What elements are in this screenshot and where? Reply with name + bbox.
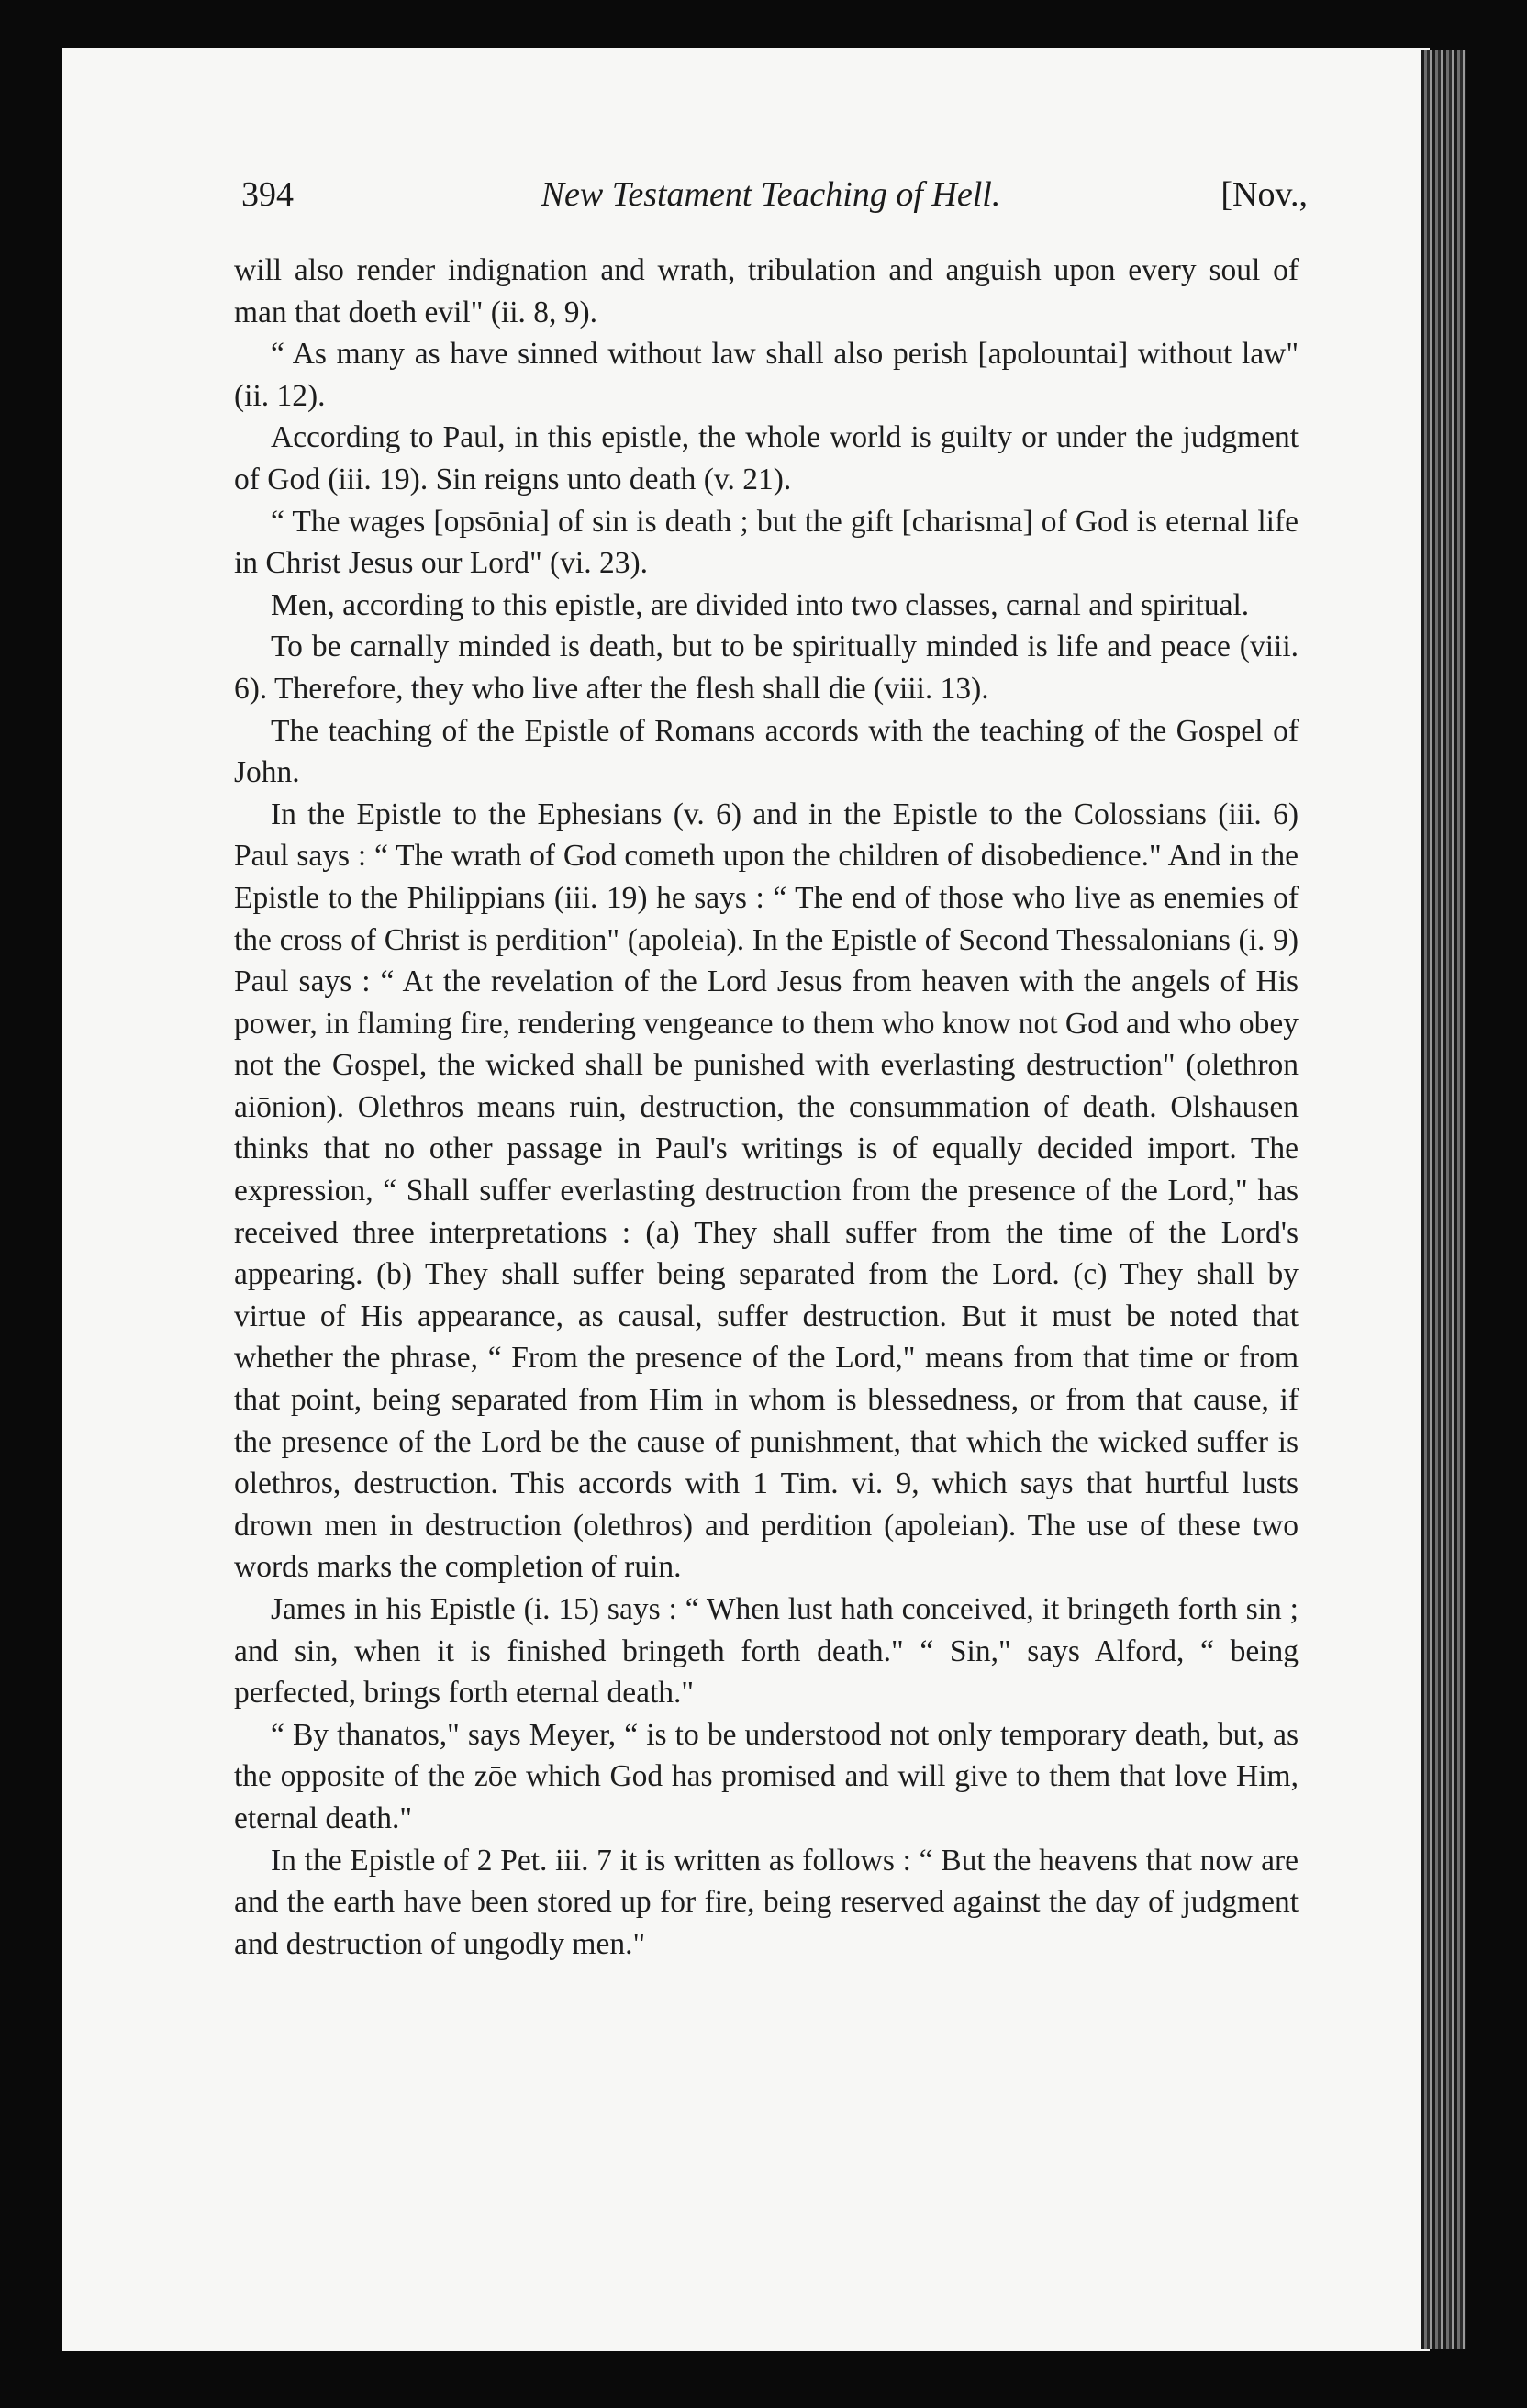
page-number: 394	[241, 175, 294, 214]
paragraph: According to Paul, in this epistle, the whole world is guilty or under the judgment of God (iii. 19). Sin reigns unto death (v. 21).	[234, 420, 1299, 496]
paragraph: In the Epistle of 2 Pet. iii. 7 it is written as follows : “ But the heavens that now are and the earth have been stored up for fire, being reserved against the day of judgment and destruction of ungodly men."	[234, 1843, 1299, 1961]
paragraph: James in his Epistle (i. 15) says : “ When lust hath conceived, it bringeth forth sin ; and sin, when it is finished bringeth forth death." “ Sin," says Alford, “ being perfected, brings forth eternal death."	[234, 1592, 1299, 1711]
paragraph: “ As many as have sinned without law shall also perish [apolountai] without law" (ii. 12).	[234, 337, 1299, 413]
paragraph: “ The wages [opsōnia] of sin is death ; but the gift [charisma] of God is eternal life in Christ Jesus our Lord" (vi. 23).	[234, 504, 1299, 581]
running-header	[234, 174, 1308, 229]
paragraph: To be carnally minded is death, but to be spiritually minded is life and peace (viii. 6). Therefore, they who live after the flesh shall die (viii. 13).	[234, 630, 1299, 706]
body-text	[234, 250, 1299, 1965]
paragraph: In the Epistle to the Ephesians (v. 6) and in the Epistle to the Colossians (iii. 6) Paul says : “ The wrath of God cometh upon the children of disobedience." And in the Epistle to the Philippians (iii. 19) he says : “ The end of those who live as enemies of the cross of Christ is perdition" (apoleia). In the Epistle of Second Thessalonians (i. 9) Paul says : “ At the revelation of the Lord Jesus from heaven with the angels of His power, in flaming fire, rendering vengeance to them who know not God and who obey not the Gospel, the wicked shall be punished with everlasting destruction" (olethron aiōnion). Olethros means ruin, destruction, the consummation of death. Olshausen thinks that no other passage in Paul's writings is of equally decided import. The expression, “ Shall suffer everlasting destruction from the presence of the Lord," has received three interpretations : (a) They shall suffer from the time of the Lord's appearing. (b) They shall suffer being separated from the Lord. (c) They shall by virtue of His appearance, as causal, suffer destruction. But it must be noted that whether the phrase, “ From the presence of the Lord," means from that time or from that point, being separated from Him in whom is blessedness, or from that cause, if the presence of the Lord be the cause of punishment, that which the wicked suffer is olethros, destruction. This accords with 1 Tim. vi. 9, which says that hurtful lusts drown men in destruction (olethros) and perdition (apoleian). The use of these two words marks the completion of ruin.	[234, 797, 1299, 1585]
paragraph: Men, according to this epistle, are divided into two classes, carnal and spiritual.	[271, 587, 1250, 622]
paragraph: “ By thanatos," says Meyer, “ is to be understood not only temporary death, but, as the opposite of the zōe which God has promised and will give to them that love Him, eternal death."	[234, 1717, 1299, 1835]
page-edge-stack	[1421, 50, 1466, 2349]
running-title: New Testament Teaching of Hell.	[541, 175, 1001, 214]
paragraph: The teaching of the Epistle of Romans accords with the teaching of the Gospel of John.	[234, 713, 1299, 790]
paragraph: will also render indignation and wrath, tribulation and anguish upon every soul of man that doeth evil" (ii. 8, 9).	[234, 253, 1299, 329]
running-date: [Nov.,	[1220, 175, 1308, 214]
